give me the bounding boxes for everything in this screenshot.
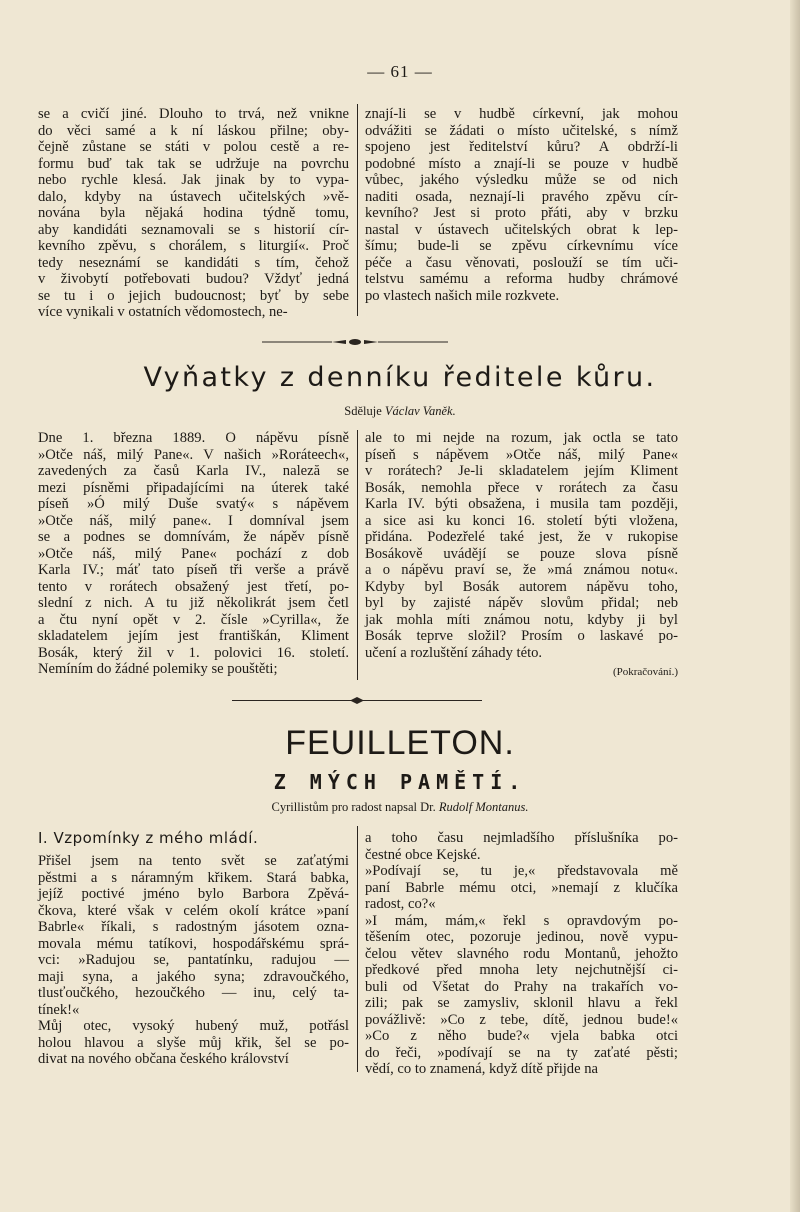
text-line: Bosák teprve složil? Prosím o laskavé po- [365, 628, 678, 644]
text-line: píseň s nápěvem »Otče náš, milý Pane« [365, 446, 678, 463]
text-line: a o nápěvu praví se, že »má známou notu«. [365, 562, 678, 578]
feuilleton-left-column [38, 853, 349, 1068]
text-line: nována byla nějaká hodina týdně tomu, [38, 205, 349, 221]
text-line: spojeno jest ředitelství kůru? A obdrží-li [365, 139, 678, 155]
text-line: »Otče náš, milý pane«. I domníval jsem [38, 512, 349, 529]
continuation-note: (Pokračování.) [612, 666, 678, 678]
top-left-column [38, 106, 349, 321]
text-line: formu buď tak tak se udržuje na povrchu [38, 155, 349, 172]
text-line: učení a rozluštění záhady této. [365, 644, 543, 661]
text-line: a toho času nejmladšího příslušníka po- [365, 830, 678, 846]
text-line: Bosák, nemohla přece v rorátech za času [365, 479, 678, 496]
top-right-column [365, 106, 678, 304]
text-line: nebo rychle klesá. Jak jinak by to vypa- [38, 172, 349, 188]
text-line: divat na nového občana českého království [38, 1051, 289, 1067]
text-line: píseň »Ó milý Duše svatý« s nápěvem [38, 496, 349, 512]
text-line: buli od Všetat do Prahy na trakařích vo- [365, 978, 678, 995]
text-line: čestné obce Kejské. [365, 846, 481, 863]
feuilleton-byline [0, 800, 800, 815]
feuilleton-right-column [365, 830, 678, 1078]
text-line: přidána. Podezřelé také jest, že v rukopise [365, 529, 678, 545]
text-line: vědí, co to znamená, když dítě přijde na [365, 1061, 599, 1077]
text-line: povážlivě: »Co z tebe, dítě, jednou bude!« [365, 1011, 678, 1028]
text-line: čejně zůstane se státi v polou cestě a re- [38, 139, 349, 155]
text-line: »Co z něho bude?« vjela babka otci [365, 1028, 678, 1044]
feuilleton-subtitle: Z MÝCH PAMĚTÍ. [273, 770, 527, 794]
text-line: kevního? Jest si proto přáti, aby v brzku [365, 205, 678, 221]
text-line: odvážiti se žádati o místo učitelské, s nímž [365, 122, 678, 139]
text-line: v živobytí potřebovati budou? Vždyť jedná [38, 271, 349, 287]
text-line: tlusťoučkého, hezoučkého — inu, celý ta- [38, 985, 349, 1001]
text-line: tedy neseznámí se kandidáti s tím, čehož [38, 254, 349, 271]
feuilleton-byline-prefix: Cyrillistům pro radost napsal Dr. [271, 800, 439, 814]
text-line: jak mohla míti známou notu, kdyby ji byl [365, 611, 678, 628]
text-line: telstvu samému a reforma hudby chrámové [365, 271, 678, 287]
text-line: skladatelem jejím jest františkán, Kliment [38, 628, 349, 644]
text-line: se a cvičí jiné. Dlouho to trvá, než vnikne [38, 106, 349, 122]
text-line: jejíž poctivé jméno bylo Barbora Zpěvá- [38, 886, 349, 902]
text-line: šímu; bude-li se zpěvu církevnímu více [365, 238, 678, 254]
text-line: předkové před mnoha lety nejchutnější ci- [365, 962, 678, 978]
text-line: naditi osada, neznají-li pravého zpěvu cír- [365, 188, 678, 205]
text-line: více vynikali v ostatních vědomostech, ne- [38, 304, 288, 320]
text-line: čelou větev slavného rodu Montanů, jehožto [365, 945, 678, 962]
divider-ornament [262, 338, 448, 346]
article-right-column [365, 430, 678, 661]
text-line: podobné místo a znají-li se pouze v hudbě [365, 155, 678, 172]
text-line: tínek!« [38, 1001, 80, 1018]
text-line: vci: »Radujou se, pantatínku, radujou — [38, 952, 349, 968]
text-line: movala mému tatíkovi, hospodářskému sprá- [38, 935, 349, 952]
column-divider-feuilleton [357, 826, 358, 1072]
text-line: mezi písněmi připadajícími na úterek také [38, 479, 349, 496]
text-line: péče a času věnovati, poslouží se tím uči- [365, 254, 678, 271]
byline-author: Václav Vaněk. [384, 404, 456, 418]
text-line: »Podívají se, tu je,« představovala mě [365, 863, 678, 879]
text-line: znají-li se v hudbě církevní, jak mohou [365, 106, 678, 122]
text-line: Bosákově uvádějí se pouze slova písně [365, 545, 678, 562]
text-line: Kdyby byl Bosák autorem nápěvu toho, [365, 578, 678, 595]
text-line: Babrle« říkali, s radostným jásotem ozna- [38, 919, 349, 935]
text-line: Můj otec, vysoký hubený muž, potřásl [38, 1018, 349, 1034]
text-line: »Otče náš, milý Pane« pochází z dob [38, 545, 349, 562]
text-line: a čtu nyní opět v 2. čísle »Cyrilla«, že [38, 611, 349, 628]
text-line: nastal v ústavech učitelských obrat k lep- [365, 221, 678, 238]
text-line: Dne 1. března 1889. O nápěvu písně [38, 430, 349, 446]
text-line: po vlastech našich mile rozkvete. [365, 287, 560, 304]
text-line: ale to mi nejde na rozum, jak octla se tato [365, 430, 678, 446]
rule-diamond [350, 696, 364, 705]
byline-prefix: Sděluje [344, 404, 385, 418]
page-edge-shadow [790, 0, 800, 1212]
text-line: se tu i o jejich budoucnost; byť by sebe [38, 287, 349, 304]
text-line: do věci samé a k ní láskou přilne; oby- [38, 122, 349, 139]
text-line: Nemíním do žádné polemiky se pouštěti; [38, 661, 278, 677]
text-line: Přišel jsem na tento svět se zaťatými [38, 853, 349, 869]
article-title: Vyňatky z denníku ředitele kůru. [143, 362, 657, 393]
text-line: paní Babrle mému otci, »nemají z klučíka [365, 879, 678, 896]
article-byline [0, 404, 800, 419]
feuilleton-heading: FEUILLETON. [285, 724, 515, 762]
text-line: zavedených za časů Karla IV., naleză se [38, 463, 349, 479]
text-line: a sice asi ku konci 16. století býti vložena, [365, 512, 678, 529]
text-line: zili; pak se zamysliv, sklonil hlavu a řekl [365, 995, 678, 1011]
feuilleton-byline-author: Rudolf Montanus. [438, 800, 529, 814]
text-line: do řeči, »podívají se na ty zaťaté pěsti; [365, 1044, 678, 1061]
article-left-column [38, 430, 349, 678]
text-line: aby kandidáti seznamovali se s historií cír- [38, 221, 349, 238]
text-line: pěstmi a s náramným křikem. Stará babka, [38, 869, 349, 886]
text-line: maji syna, a jakého syna; zdravoučkého, [38, 968, 349, 985]
text-line: Bosák, který žil v 1. polovici 16. století. [38, 644, 349, 661]
text-line: vůbec, jakého výsledku může se od nich [365, 172, 678, 188]
text-line: »I mám, mám,« řekl s opravdovým po- [365, 912, 678, 929]
text-line: holou hlavou a slyše můj křik, šel se po- [38, 1034, 349, 1051]
text-line: se a podnes se domnívám, že nápěv písně [38, 529, 349, 545]
text-line: tento v rorátech obsažený jest třetí, po- [38, 578, 349, 595]
feuilleton-section-title: I. Vzpomínky z mého mládí. [38, 829, 259, 847]
text-line: byl by zajisté nápěv slovům přidal; neb [365, 595, 678, 611]
text-line: »Otče náš, milý Pane«. V našich »Roráteech«, [38, 446, 349, 463]
text-line: radost, co?« [365, 896, 436, 912]
column-divider-article [357, 430, 358, 680]
text-line: čkova, které však v celém okolí krátce »paní [38, 902, 349, 919]
column-divider-top [357, 104, 358, 316]
text-line: kevního zpěvu, s chorálem, s liturgií«. Proč [38, 238, 349, 254]
text-line: Karla IV. býti obsažena, i musila tam později, [365, 496, 678, 512]
text-line: těšením otec, pozoruje jedinou, nově vypu- [365, 929, 678, 945]
text-line: Karla IV.; máť tato píseň tři verše a právě [38, 562, 349, 578]
text-line: dalo, kdyby na ústavech učitelských »vě- [38, 188, 349, 205]
text-line: slední z nich. A tu již několikrát jsem četl [38, 595, 349, 611]
page-number: — 61 — [367, 62, 433, 81]
text-line: v rorátech? Je-li skladatelem jejím Kliment [365, 463, 678, 479]
